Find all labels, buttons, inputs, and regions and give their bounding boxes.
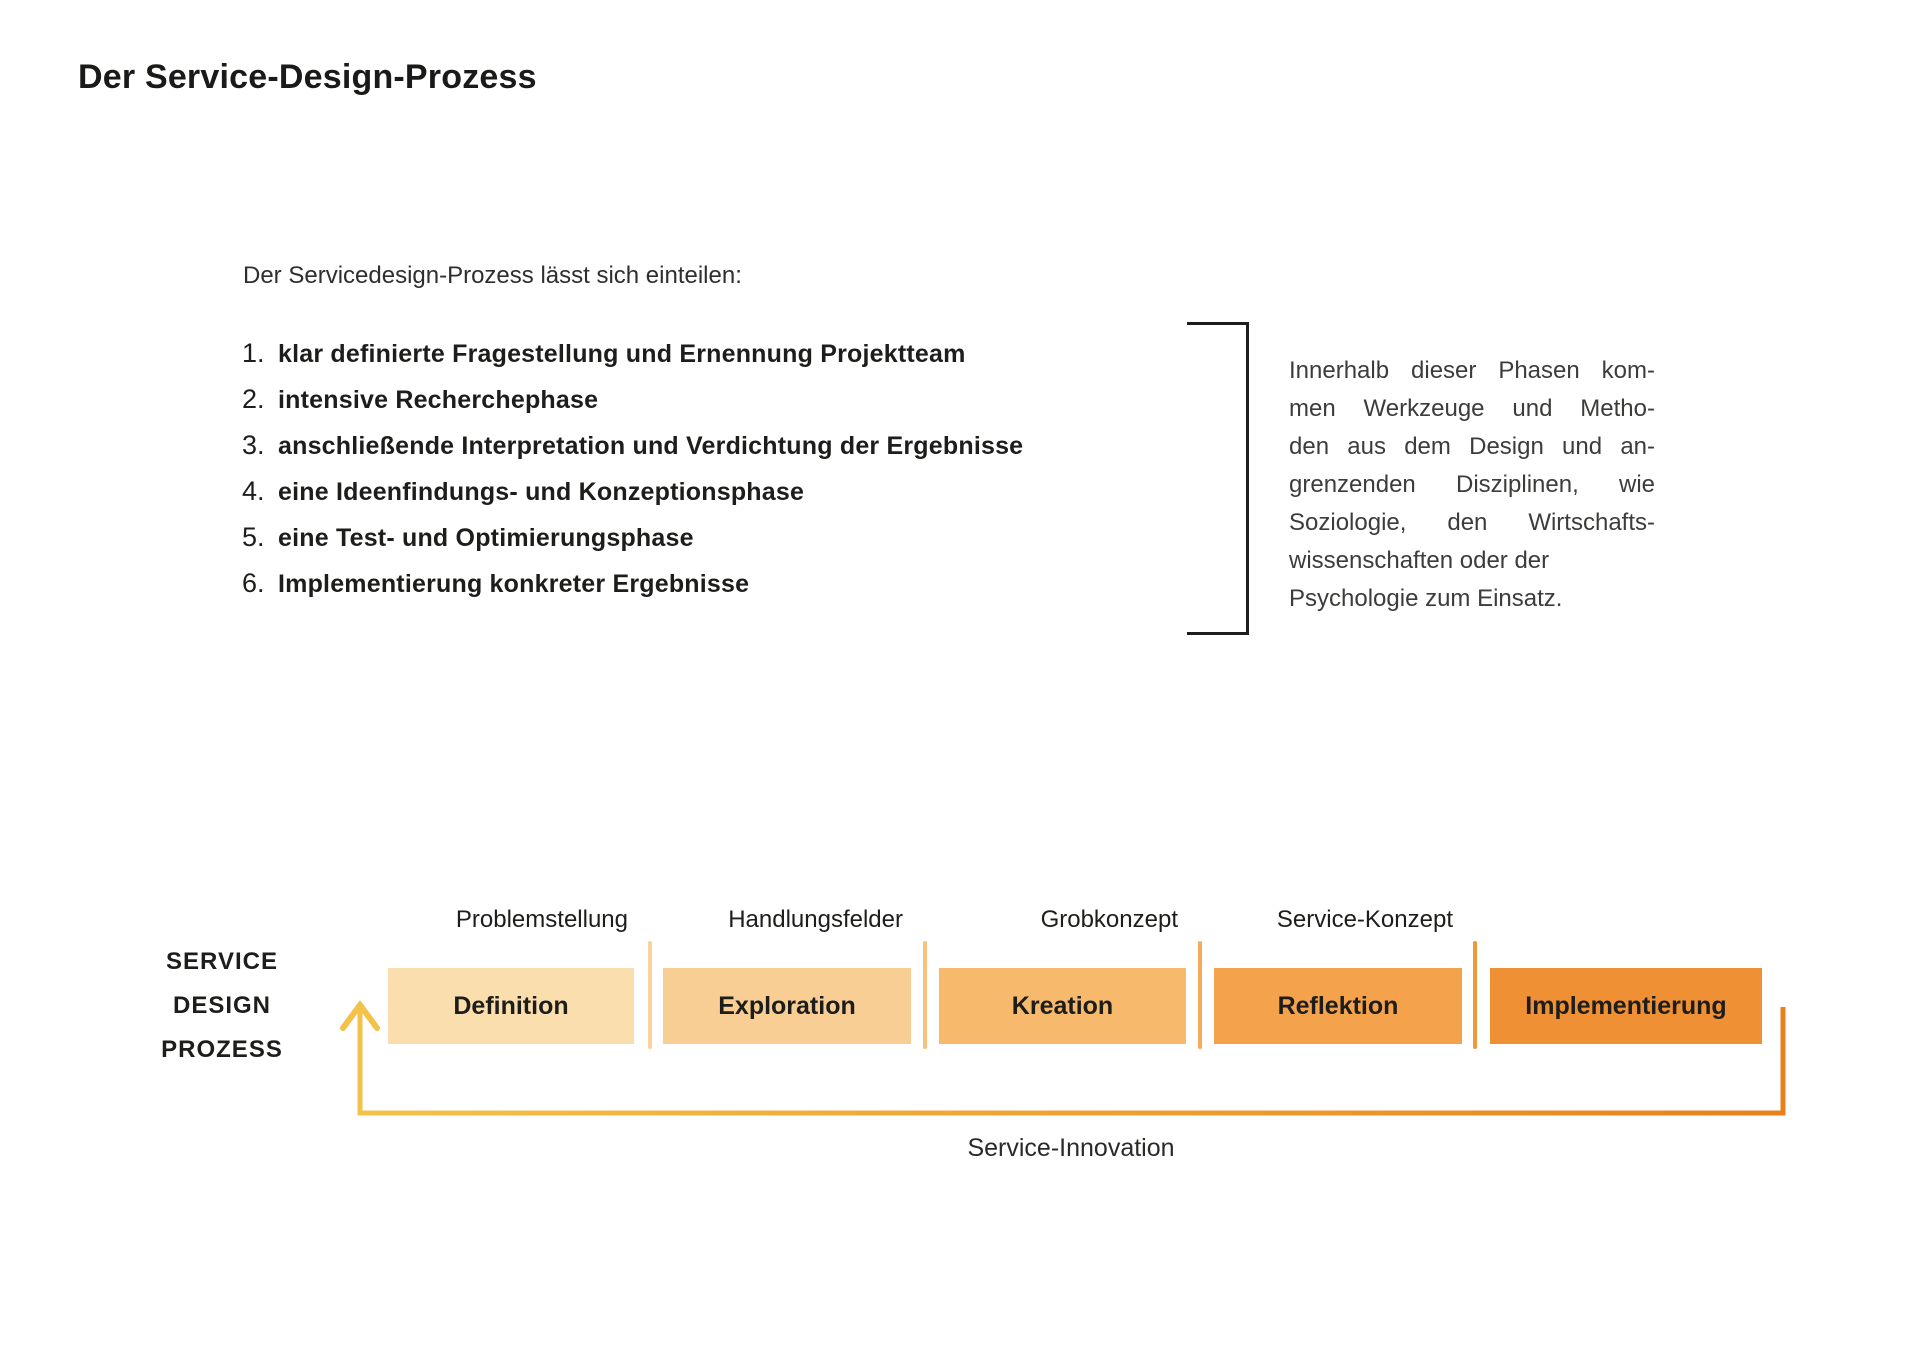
phase-list-item [242,476,1023,522]
phase-list [242,338,1023,614]
milestone-label: Grobkonzept [1040,906,1178,933]
phase-item-number: 6. [242,568,265,598]
side-note-line: Innerhalb dieser Phasen kom- [1289,357,1655,384]
side-note-line: wissenschaften oder der [1289,547,1550,574]
side-note [1289,352,1655,618]
phase-box [939,968,1186,1044]
side-note-line: Psychologie zum Einsatz. [1289,585,1563,612]
bracket [1187,322,1249,635]
milestone-tick-icon [1198,941,1202,1049]
milestone-label: Problemstellung [455,906,628,933]
phase-item-number: 5. [242,522,265,552]
phase-item-text: klar definierte Fragestellung und Ernennung Projektteam [278,340,966,368]
phase-item-text: intensive Recherchephase [278,386,599,414]
phase-box [1490,968,1762,1044]
side-note-line: grenzenden Disziplinen, wie [1289,471,1655,498]
phase-item-text: anschließende Interpretation und Verdichtung der Ergebnisse [278,432,1024,460]
phase-list-item [242,384,1023,430]
loop-label: Service-Innovation [967,1134,1175,1162]
process-axis-label [92,940,352,1072]
page-title: Der Service-Design-Prozess [78,58,537,96]
intro-text: Der Servicedesign-Prozess lässt sich einteilen: [243,262,742,289]
phase-box-label: Implementierung [1525,991,1727,1020]
phase-box-label: Definition [453,991,569,1020]
phase-item-text: Implementierung konkreter Ergebnisse [278,570,750,598]
phase-item-number: 2. [242,384,265,414]
milestone-label: Handlungsfelder [728,906,903,933]
milestone-tick-icon [923,941,927,1049]
milestone-tick-icon [648,941,652,1049]
phase-item-number: 1. [242,338,265,368]
process-axis-label-line: SERVICE [166,948,278,975]
process-axis-label-line: DESIGN [172,992,271,1019]
phase-box [663,968,911,1044]
phase-box-label: Kreation [1011,991,1114,1020]
phase-item-number: 3. [242,430,265,460]
phase-box-label: Reflektion [1277,991,1399,1020]
phase-item-text: eine Ideenfindungs- und Konzeptionsphase [278,478,805,506]
milestone-tick-icon [1473,941,1477,1049]
milestone-label: Service-Konzept [1276,906,1453,933]
phase-list-item [242,568,1023,614]
process-axis-label-line: PROZESS [161,1036,283,1063]
phase-box [1214,968,1462,1044]
phase-box [388,968,634,1044]
phase-item-number: 4. [242,476,265,506]
phase-item-text: eine Test- und Optimierungsphase [278,524,694,552]
side-note-line: Soziologie, den Wirtschafts- [1289,509,1655,536]
side-note-line: den aus dem Design und an- [1289,433,1655,460]
phase-list-item [242,338,1023,384]
phase-box-label: Exploration [718,991,856,1020]
side-note-line: men Werkzeuge und Metho- [1289,395,1655,422]
phase-list-item [242,430,1023,476]
phase-list-item [242,522,1023,568]
